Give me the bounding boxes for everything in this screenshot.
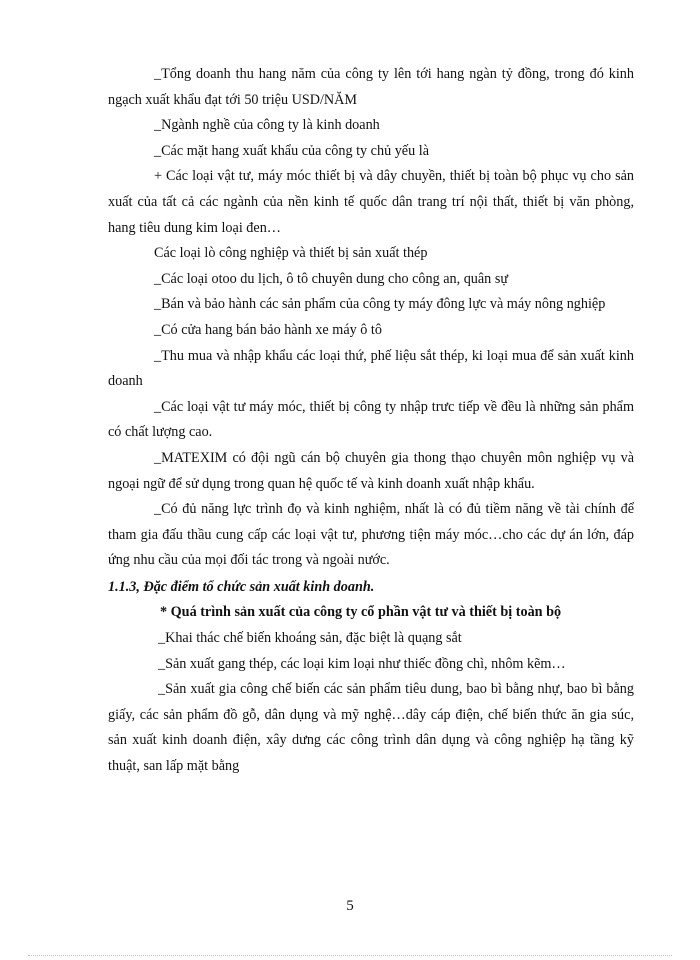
section-heading: 1.1.3, Đặc điểm tổ chức sản xuất kinh doanh. [108, 578, 375, 595]
section-subheading: * Quá trình sản xuất của công ty cổ phần vật tư và thiết bị toàn bộ [160, 604, 562, 621]
paragraph-mining: _Khai thác chế biến khoáng sản, đặc biệt là quạng sắt [158, 630, 462, 647]
paragraph-materials: + Các loại vật tư, máy móc thiết bị và dây chuyền, thiết bị toàn bộ phục vụ cho sản xuất của tất cả các ngành của nền kinh tế quốc dân trang trí nội thất, thiết bị văn phòng, hang tiêu dung kim loại đen… [108, 168, 634, 236]
page-bottom-divider [28, 955, 672, 956]
paragraph-matexim: _MATEXIM có đội ngũ cán bộ chuyên gia thong thạo chuyên môn nghiệp vụ và ngoại ngữ để sử dụng trong quan hệ quốc tế và kinh doanh xuất nhập khẩu. [108, 449, 634, 492]
paragraph-imports: _Các loại vật tư máy móc, thiết bị công ty nhập trưc tiếp về đều là những sản phẩm có chất lượng cao. [108, 398, 634, 441]
page-body [108, 62, 634, 780]
page-number: 5 [346, 898, 354, 914]
paragraph-business-line: _Ngành nghề của công ty là kinh doanh [154, 117, 380, 134]
paragraph-furnaces: Các loại lò công nghiệp và thiết bị sản xuất thép [154, 245, 428, 262]
paragraph-vehicles: _Các loại otoo du lịch, ô tô chuyên dung cho công an, quân sự [154, 270, 509, 287]
paragraph-export-items: _Các mặt hang xuất khẩu của công ty chủ yếu là [154, 142, 429, 159]
paragraph-processing: _Sản xuất gia công chế biến các sản phẩm tiêu dung, bao bì bằng nhự, bao bì bằng giấy, các sản phẩm đồ gỗ, dân dụng và mỹ nghệ…dây cáp điện, chế biến thức ăn gia súc, sản xuất kinh doanh điện, xây dưng các công trình dân dụng và công nghiệp hạ tầng kỹ thuật, san lấp mặt bằng [108, 681, 634, 775]
paragraph-scrap: _Thu mua và nhập khẩu các loại thứ, phế liệu sắt thép, ki loại mua để sản xuất kinh doanh [108, 347, 634, 390]
paragraph-shop: _Có cửa hang bán bảo hành xe máy ô tô [154, 321, 382, 338]
paragraph-steel: _Sản xuất gang thép, các loại kim loại như thiếc đồng chì, nhôm kẽm… [158, 655, 566, 672]
paragraph-capacity: _Có đủ năng lực trình đọ và kinh nghiệm, nhất là có đủ tiềm năng về tài chính để tham gia đấu thầu cung cấp các loại vật tư, phương tiện máy móc…cho các dự án lớn, đáp ứng nhu cầu của mọi đối tác trong và ngoài nước. [108, 501, 634, 569]
paragraph-revenue: _Tổng doanh thu hang năm của công ty lên tới hang ngàn tỷ đồng, trong đó kinh ngạch xuất khẩu đạt tới 50 triệu USD/NĂM [108, 66, 634, 108]
paragraph-machinery-sales: _Bán và bảo hành các sản phẩm của công ty máy đông lực và máy nông nghiệp [154, 296, 606, 313]
